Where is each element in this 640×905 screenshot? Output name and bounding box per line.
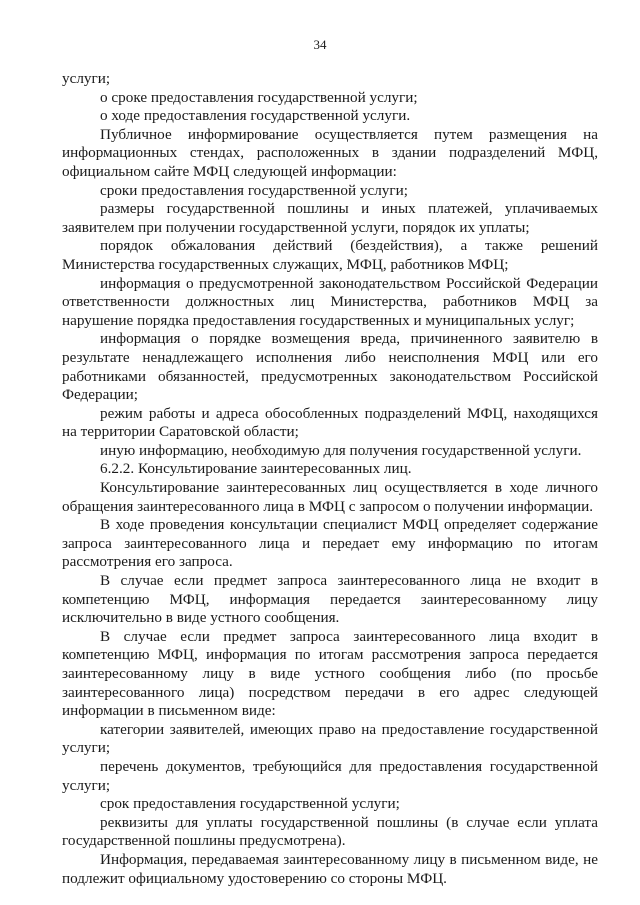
paragraph: перечень документов, требующийся для предоставления государственной услуги; (62, 757, 598, 794)
paragraph: о сроке предоставления государственной услуги; (100, 88, 418, 106)
paragraph: категории заявителей, имеющих право на предоставление государственной услуги; (62, 720, 598, 757)
page-number: 34 (313, 37, 327, 52)
paragraph: В ходе проведения консультации специалист МФЦ определяет содержание запроса заинтересованного лица и передает ему информацию по итогам рассмотрения его запроса. (62, 516, 598, 571)
paragraph: срок предоставления государственной услуги; (100, 795, 400, 813)
paragraph: о ходе предоставления государственной услуги. (100, 107, 411, 125)
paragraph: информация о предусмотренной законодательством Российской Федерации ответственности должностных лиц Министерства, работников МФЦ за нарушение порядка предоставления государственных и муниципальных услуг; (62, 274, 598, 329)
paragraph: порядок обжалования действий (бездействия), а также решений Министерства государственных служащих, МФЦ, работников МФЦ; (62, 237, 598, 273)
paragraph: размеры государственной пошлины и иных платежей, уплачиваемых заявителем при получении государственной услуги, порядок их уплаты; (62, 200, 598, 236)
paragraph: сроки предоставления государственной услуги; (100, 181, 408, 199)
paragraph: услуги; (62, 70, 111, 87)
paragraph: В случае если предмет запроса заинтересованного лица не входит в компетенцию МФЦ, информация передается заинтересованному лицу исключительно в виде устного сообщения. (62, 572, 598, 627)
paragraph: В случае если предмет запроса заинтересованного лица входит в компетенцию МФЦ, информация по итогам рассмотрения запроса передается заинтересованному лицу в виде устного сообщения либо (по просьбе заинтересованного лица) посредством передачи в его адрес следующей информации в письменном виде: (62, 627, 598, 720)
document-body (62, 70, 598, 888)
paragraph: Публичное информирование осуществляется путем размещения на информационных стендах, расположенных в здании подразделений МФЦ, официальном сайте МФЦ следующей информации: (62, 125, 598, 180)
paragraph: информация о порядке возмещения вреда, причиненного заявителю в результате ненадлежащего исполнения либо неисполнения МФЦ или его работниками обязанностей, предусмотренных законодательством Российской Федерации; (62, 330, 598, 404)
paragraph: Информация, передаваемая заинтересованному лицу в письменном виде, не подлежит официальному удостоверению со стороны МФЦ. (62, 850, 598, 887)
paragraph: режим работы и адреса обособленных подразделений МФЦ, находящихся на территории Саратовской области; (62, 404, 598, 441)
paragraph: Консультирование заинтересованных лиц осуществляется в ходе личного обращения заинтересованного лица в МФЦ с запросом о получении информации. (62, 479, 598, 515)
paragraph: реквизиты для уплаты государственной пошлины (в случае если уплата государственной пошлины предусмотрена). (62, 813, 598, 850)
section-heading: 6.2.2. Консультирование заинтересованных лиц. (100, 460, 412, 478)
paragraph: иную информацию, необходимую для получения государственной услуги. (100, 441, 582, 459)
